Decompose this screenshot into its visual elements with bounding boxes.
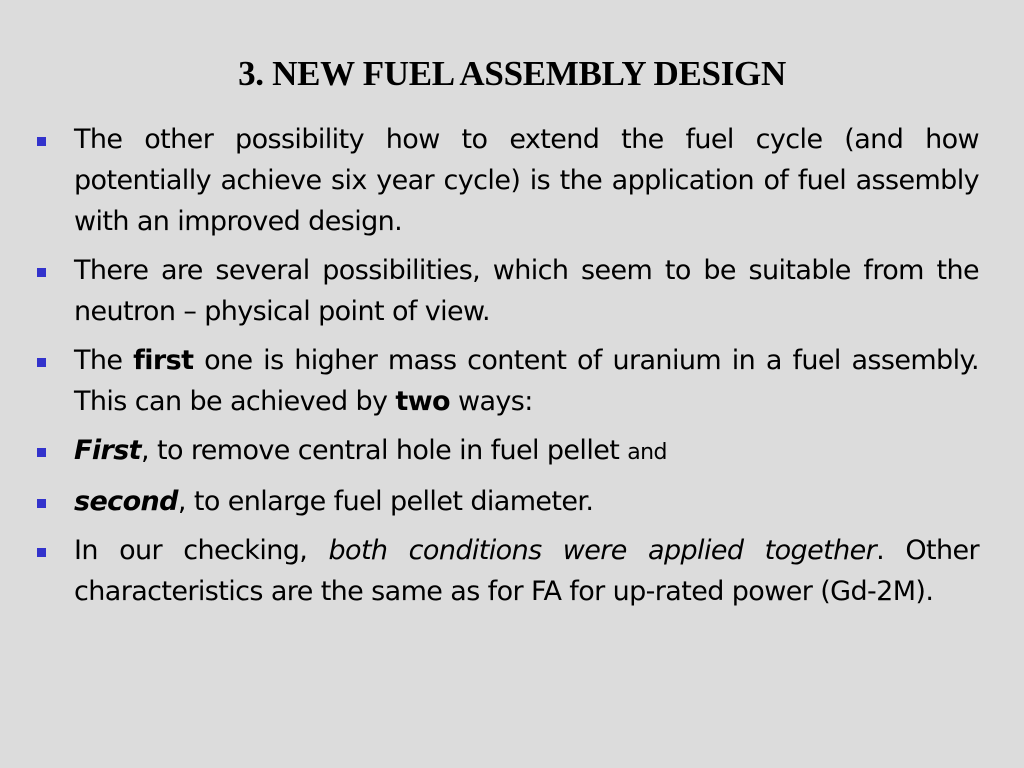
bullet-item-1 bbox=[36, 119, 979, 242]
bullet-text-pre: The bbox=[74, 345, 134, 376]
bullet-square-icon bbox=[37, 548, 46, 557]
bullet-square-icon bbox=[37, 268, 46, 277]
bullet-square-icon bbox=[37, 137, 46, 146]
bullet-square-icon bbox=[37, 358, 46, 367]
bullet-text-rest: , to remove central hole in fuel pellet bbox=[141, 435, 628, 466]
bullet-item-5 bbox=[36, 481, 979, 522]
bullet-list bbox=[36, 119, 979, 620]
bullet-item-2 bbox=[36, 250, 979, 332]
bullet-text-pre: In our checking, bbox=[74, 535, 329, 566]
bullet-bold-first: first bbox=[133, 345, 194, 376]
bullet-square-icon bbox=[37, 499, 46, 508]
bullet-emph-second: second bbox=[74, 486, 178, 517]
bullet-text-small: and bbox=[627, 440, 667, 465]
slide-title: 3. NEW FUEL ASSEMBLY DESIGN bbox=[238, 54, 786, 93]
bullet-item-3 bbox=[36, 340, 979, 422]
bullet-text-mid: one is higher mass content of uranium in a fuel assembly. This can be achieved by bbox=[74, 345, 979, 417]
bullet-item-6 bbox=[36, 530, 979, 612]
bullet-emph-first: First bbox=[74, 435, 141, 466]
bullet-text: There are several possibilities, which seem to be suitable from the neutron – physical point of view. bbox=[74, 255, 979, 327]
bullet-text-post: ways: bbox=[450, 386, 533, 417]
bullet-text-rest: , to enlarge fuel pellet diameter. bbox=[177, 486, 594, 517]
bullet-item-4 bbox=[36, 430, 979, 473]
bullet-square-icon bbox=[37, 448, 46, 457]
bullet-bold-two: two bbox=[395, 386, 451, 417]
bullet-italic: both conditions were applied together bbox=[328, 535, 877, 566]
bullet-text: The other possibility how to extend the fuel cycle (and how potentially achieve six year cycle) is the application of fuel assembly with an improved design. bbox=[74, 124, 979, 237]
bullet-text-post: . Other characteristics are the same as for FA for up-rated power (Gd-2M). bbox=[74, 535, 979, 607]
